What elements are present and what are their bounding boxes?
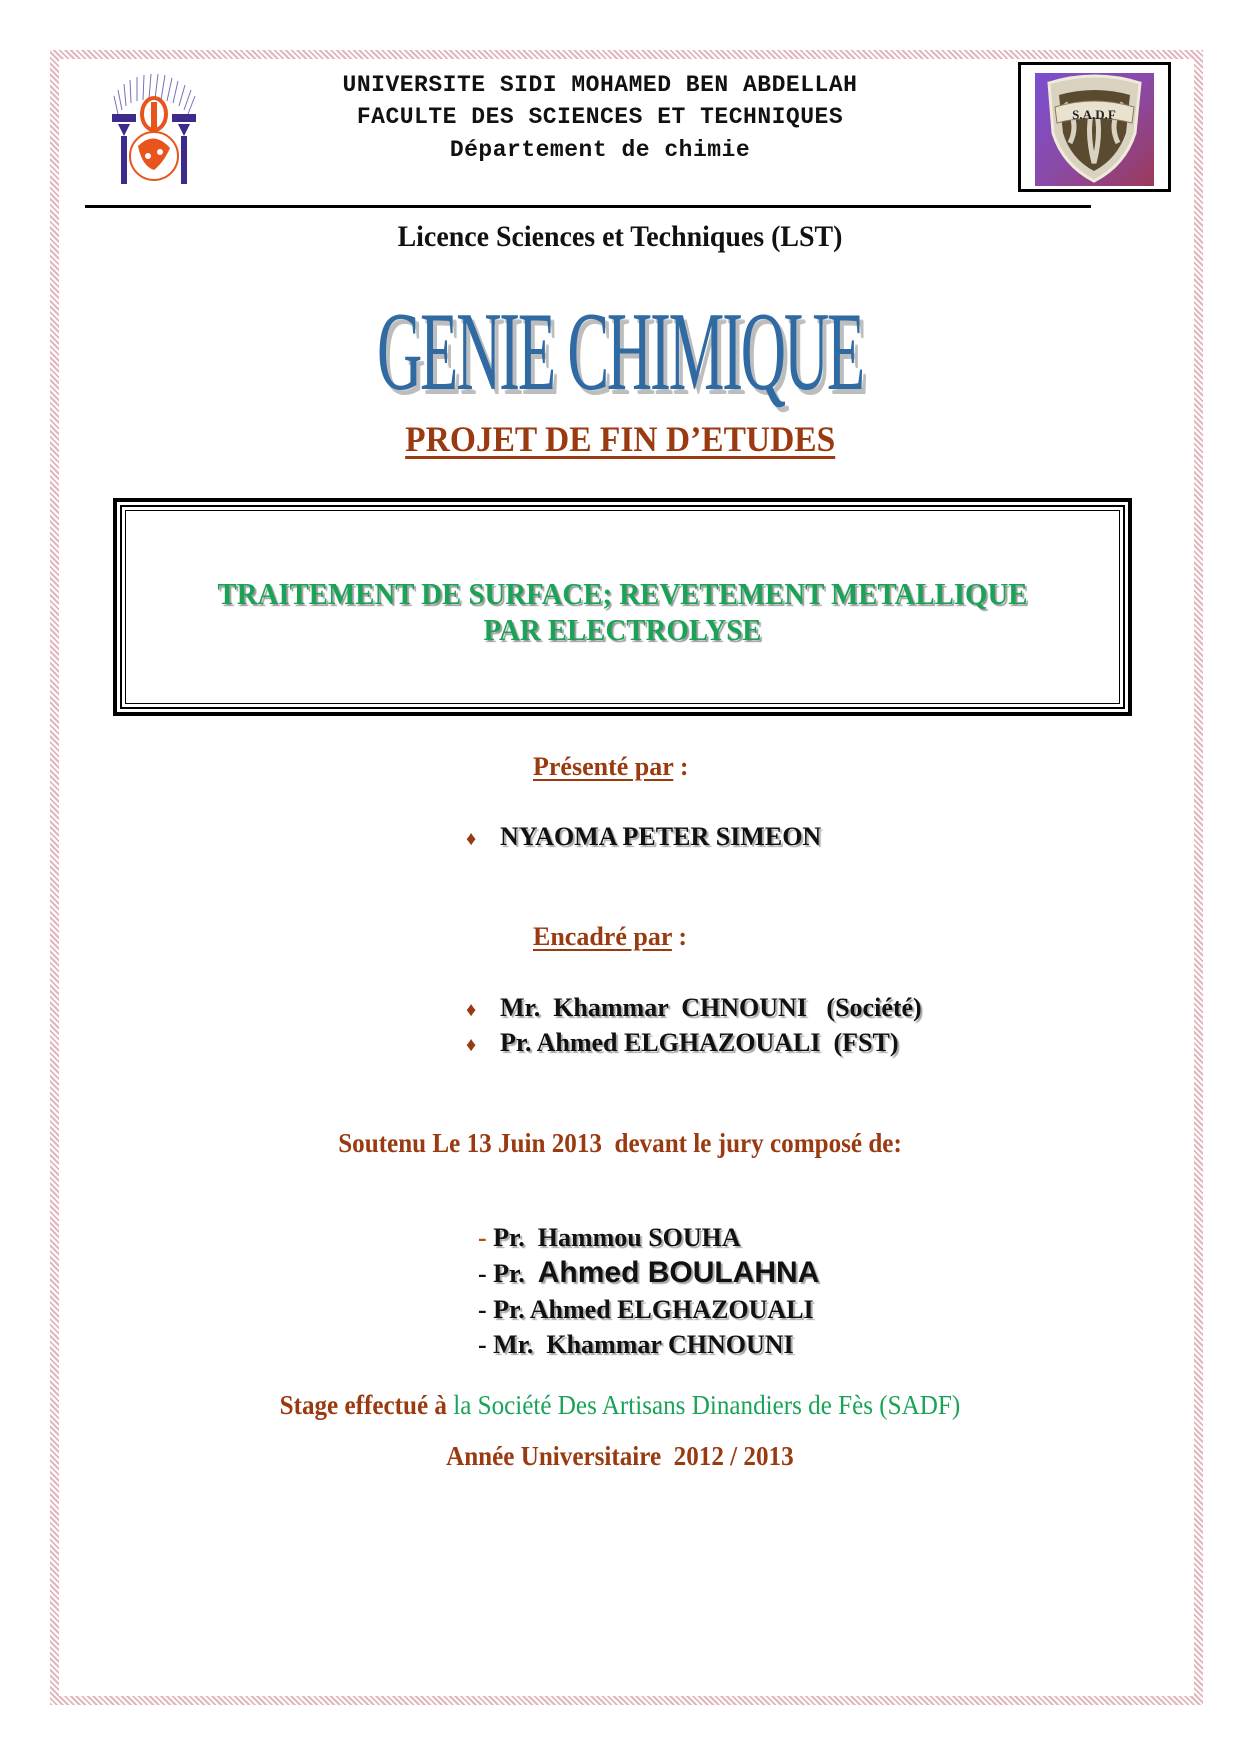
- academic-year-text: Année Universitaire 2012 / 2013: [446, 1441, 794, 1471]
- dash-bullet-icon: -: [478, 1223, 494, 1252]
- supervised-by-label: Encadré par: [533, 922, 672, 951]
- internship-prefix: Stage effectué à: [279, 1390, 454, 1420]
- thesis-title-box: [113, 498, 1132, 716]
- supervisor-item: [466, 1028, 898, 1058]
- diamond-bullet-icon: ♦: [466, 828, 477, 850]
- thesis-title-line2: PAR ELECTROLYSE: [483, 612, 762, 647]
- diamond-bullet-icon: ♦: [466, 999, 477, 1021]
- jury-member: [465, 1300, 794, 1360]
- supervised-by-colon: :: [671, 922, 688, 951]
- university-logo: [108, 70, 200, 188]
- supervisor-item: [466, 993, 922, 1023]
- supervisor-name: Pr. Ahmed ELGHAZOUALI (FST): [500, 1028, 899, 1057]
- student-name: NYAOMA PETER SIMEON: [500, 822, 822, 851]
- jury-name: Ahmed ELGHAZOUALI: [529, 1295, 814, 1324]
- dash-bullet-icon: -: [478, 1330, 494, 1359]
- diamond-bullet-icon: ♦: [466, 1034, 477, 1056]
- jury-title: Pr.: [493, 1259, 538, 1288]
- header-divider: [85, 205, 1091, 208]
- presented-by-label: Présenté par: [533, 752, 674, 781]
- presented-by-heading: [533, 752, 688, 782]
- document-type-title: [0, 418, 1240, 460]
- dash-bullet-icon: -: [478, 1259, 494, 1288]
- academic-year: [0, 1441, 1240, 1472]
- university-name: UNIVERSITE SIDI MOHAMED BEN ABDELLAH: [342, 72, 858, 98]
- presented-by-colon: :: [673, 752, 689, 781]
- dash-bullet-icon: -: [478, 1295, 494, 1324]
- supervised-by-heading: [533, 922, 687, 952]
- jury-name: Khammar CHNOUNI: [546, 1330, 794, 1359]
- department-name: Département de chimie: [449, 137, 751, 163]
- defense-text: Soutenu Le 13 Juin 2013 devant le jury composé de:: [338, 1128, 902, 1158]
- sadf-logo: [1035, 73, 1154, 186]
- jury-title: Pr.: [493, 1223, 538, 1252]
- thesis-title: [217, 576, 1027, 648]
- specialty-title: GENIE CHIMIQUE: [377, 290, 863, 414]
- sadf-logo-frame: [1018, 62, 1171, 192]
- faculty-name: FACULTE DES SCIENCES ET TECHNIQUES: [356, 104, 844, 130]
- sadf-logo-text: S.A.D.F: [1072, 107, 1116, 122]
- internship-company: la Société Des Artisans Dinandiers de Fès (SADF): [453, 1390, 961, 1420]
- student-item: [466, 822, 821, 852]
- jury-name: Ahmed BOULAHNA: [537, 1256, 820, 1289]
- supervisor-name: Mr. Khammar CHNOUNI (Société): [500, 993, 922, 1022]
- jury-name: Hammou SOUHA: [537, 1223, 741, 1252]
- program-title: Licence Sciences et Techniques (LST): [397, 220, 843, 253]
- jury-title: Mr.: [493, 1330, 547, 1359]
- jury-title: Pr.: [493, 1295, 530, 1324]
- defense-statement: [0, 1128, 1240, 1159]
- thesis-title-line1: TRAITEMENT DE SURFACE; REVETEMENT METALLIQUE: [217, 576, 1028, 611]
- internship-statement: [0, 1390, 1240, 1421]
- document-type-label: PROJET DE FIN D’ETUDES: [404, 419, 836, 459]
